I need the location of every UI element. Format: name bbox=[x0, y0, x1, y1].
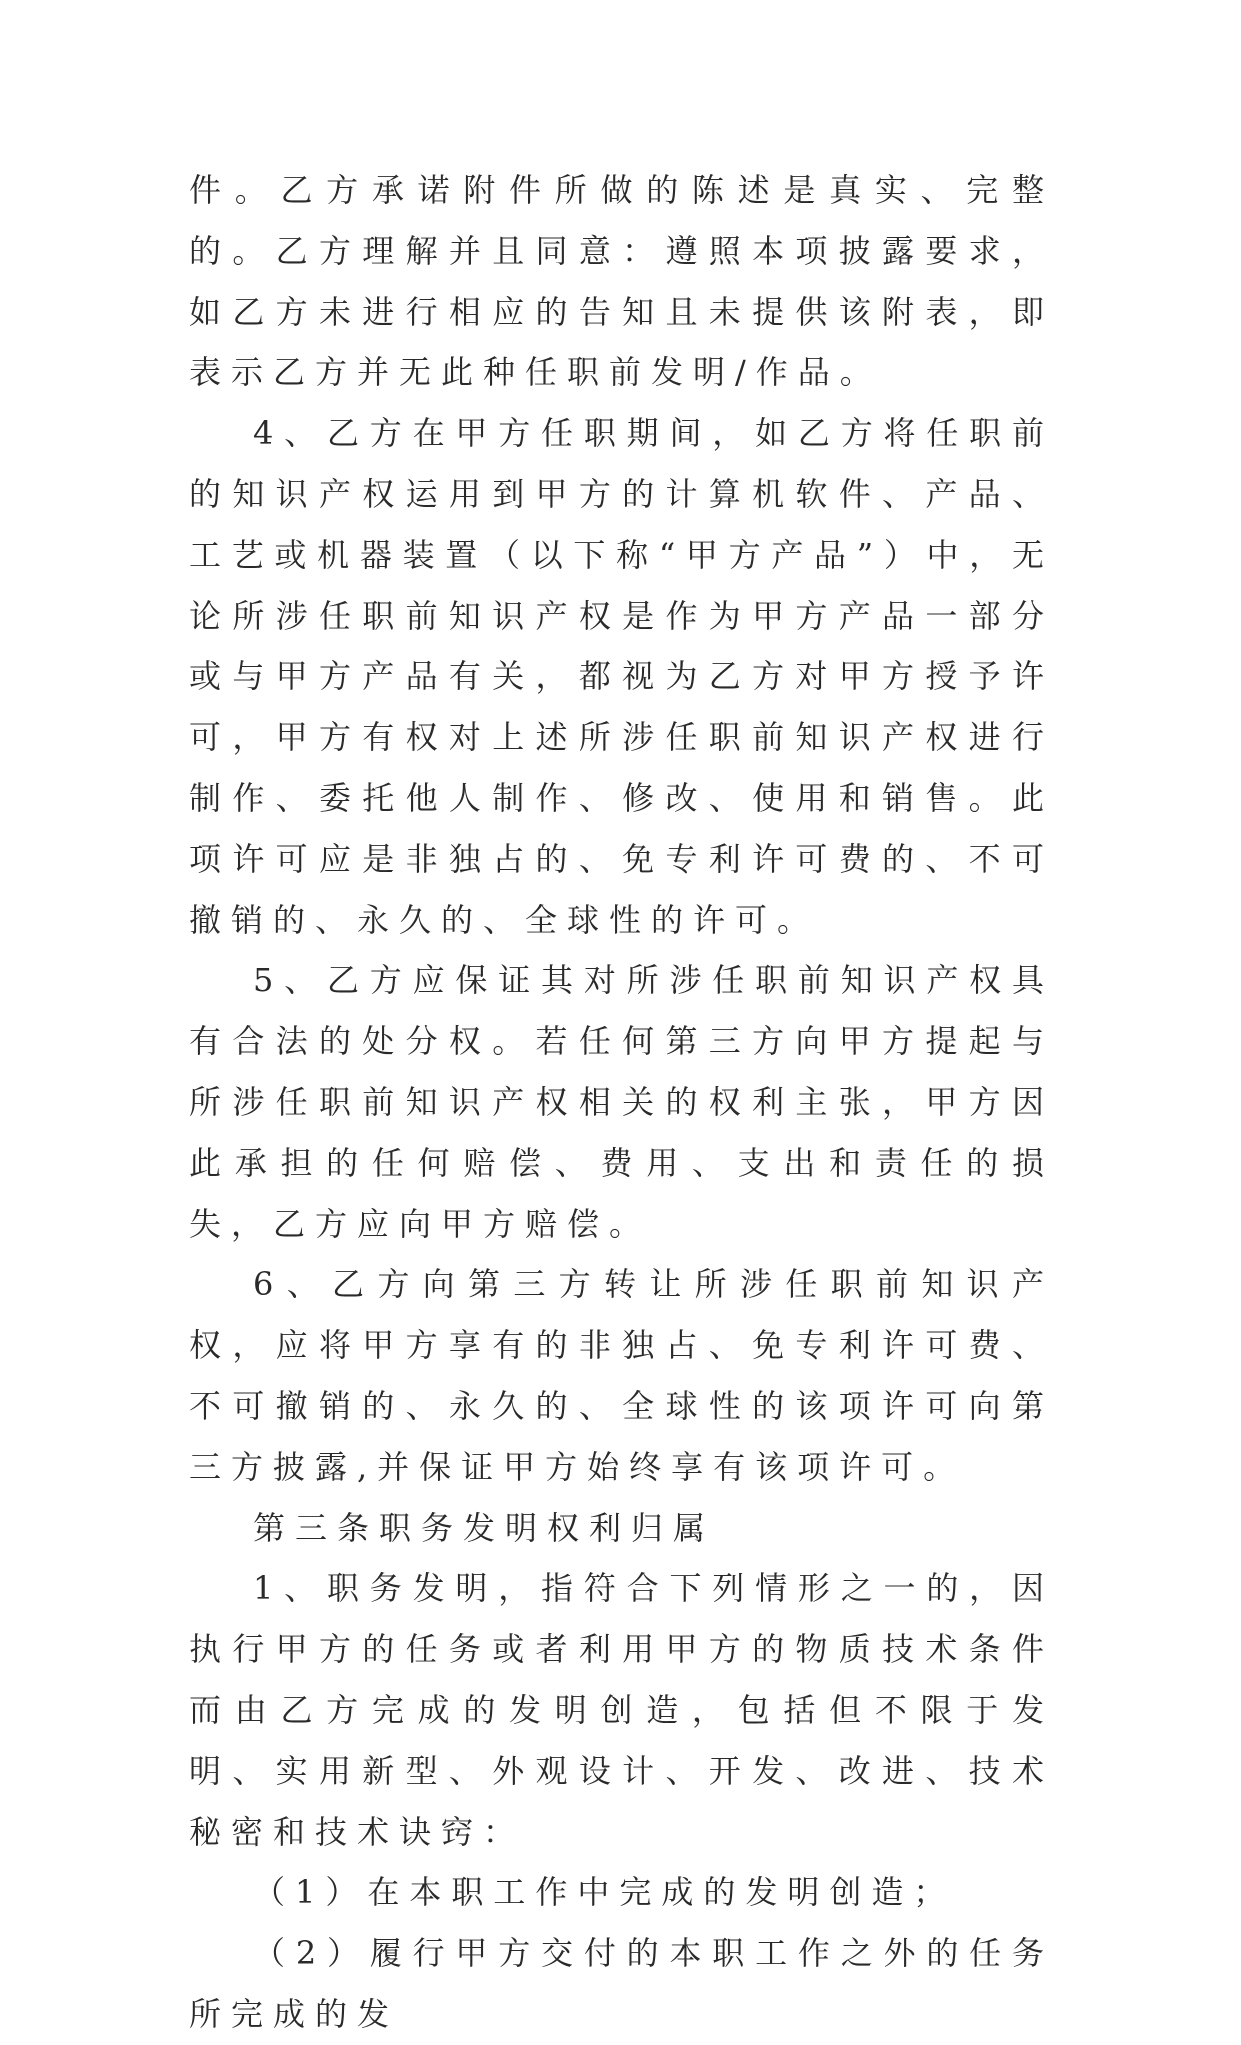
section-heading-article-3: 第三条职务发明权利归属 bbox=[253, 1508, 716, 1547]
paragraph-clause-6: 6、乙方向第三方转让所涉任职前知识产权，应将甲方享有的非独占、免专利许可费、不可撤销的、永久的、全球性的该项许可向第三方披露,并保证甲方始终享有该项许可。 bbox=[189, 1265, 1054, 1486]
document-body bbox=[189, 160, 1054, 2045]
paragraph-article-3-clause-1: 1、职务发明，指符合下列情形之一的，因执行甲方的任务或者利用甲方的物质技术条件而由乙方完成的发明创造，包括但不限于发明、实用新型、外观设计、开发、改进、技术秘密和技术诀窍： bbox=[189, 1569, 1054, 1851]
paragraph-clause-4: 4、乙方在甲方任职期间，如乙方将任职前的知识产权运用到甲方的计算机软件、产品、工艺或机器装置（以下称“甲方产品”）中，无论所涉任职前知识产权是作为甲方产品一部分或与甲方产品有关，都视为乙方对甲方授予许可，甲方有权对上述所涉任职前知识产权进行制作、委托他人制作、修改、使用和销售。此项许可应是非独占的、免专利许可费的、不可撤销的、永久的、全球性的许可。 bbox=[189, 414, 1054, 939]
paragraph-continuation: 件。乙方承诺附件所做的陈述是真实、完整的。乙方理解并且同意：遵照本项披露要求，如乙方未进行相应的告知且未提供该附表，即表示乙方并无此种任职前发明/作品。 bbox=[189, 171, 1054, 392]
list-item-1: （1）在本职工作中完成的发明创造； bbox=[253, 1873, 956, 1912]
list-item-2: （2）履行甲方交付的本职工作之外的任务所完成的发 bbox=[189, 1934, 1054, 2033]
paragraph-clause-5: 5、乙方应保证其对所涉任职前知识产权具有合法的处分权。若任何第三方向甲方提起与所涉任职前知识产权相关的权利主张，甲方因此承担的任何赔偿、费用、支出和责任的损失，乙方应向甲方赔偿。 bbox=[189, 961, 1054, 1243]
